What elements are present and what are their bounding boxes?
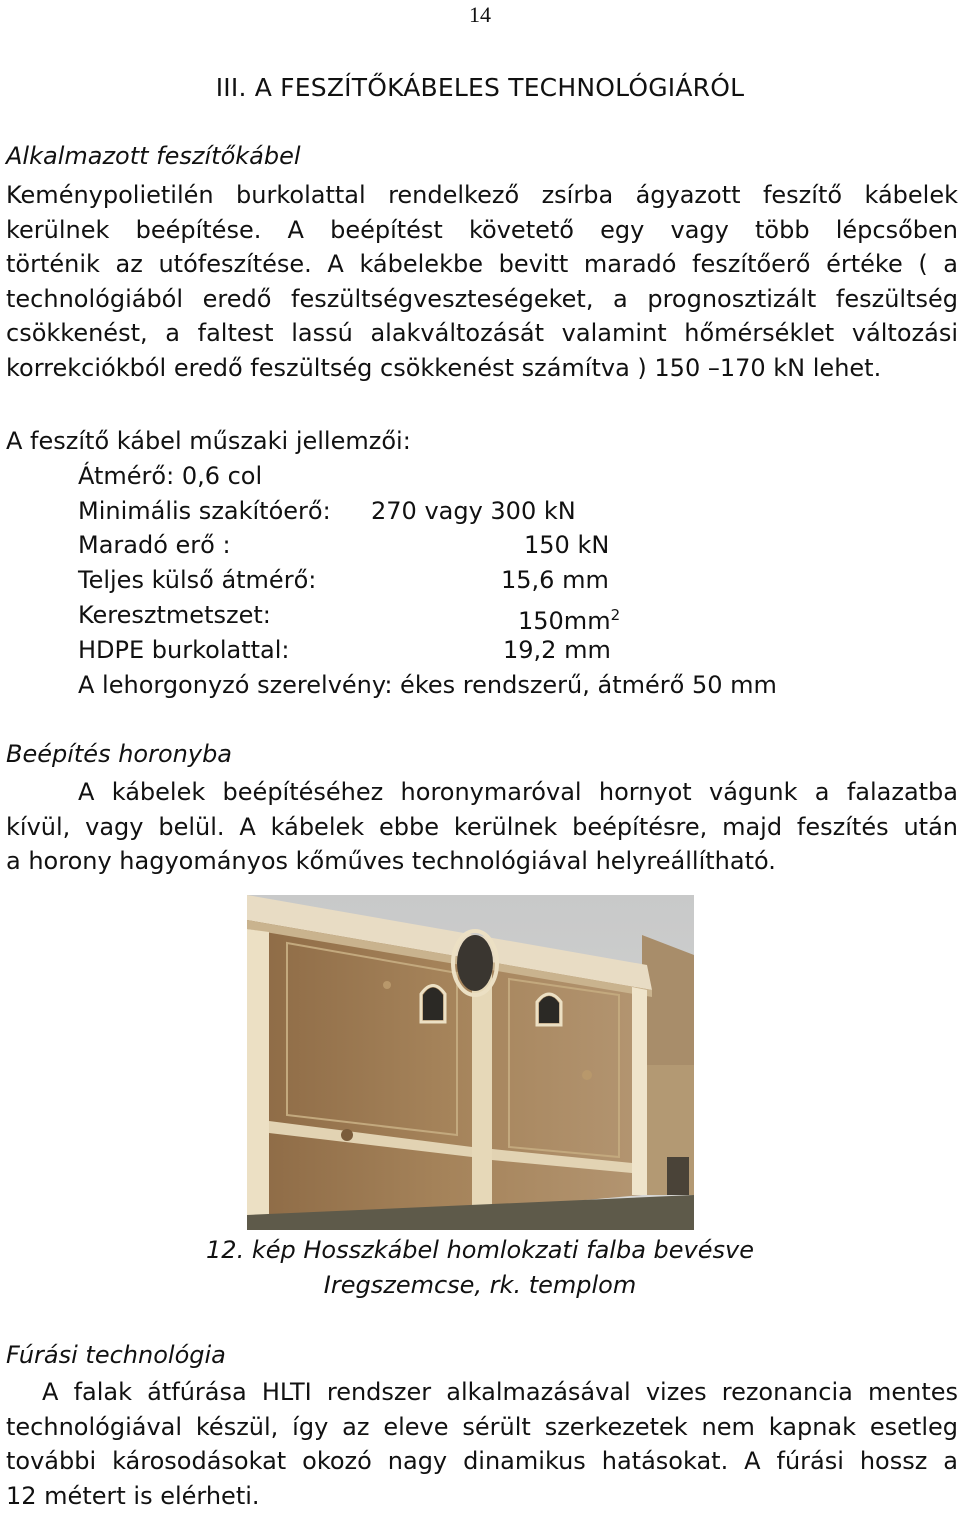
spec-label: HDPE burkolattal:: [78, 633, 290, 668]
text-line: további károsodásokat okozó nagy dinamikus hatásokat. A fúrási hossz a: [6, 1444, 958, 1479]
specs-block: [6, 424, 411, 702]
spec-label: Maradó erő :: [78, 528, 231, 563]
section-title-groove: Beépítés horonyba: [6, 740, 232, 768]
spec-value: 150mm: [518, 607, 611, 635]
spec-label: Teljes külső átmérő:: [78, 563, 316, 598]
spec-row: [6, 459, 411, 494]
text-line: technológiából eredő feszültségveszteségeket, a prognosztizált feszültség: [6, 282, 958, 317]
section-title-drilling: Fúrási technológia: [6, 1341, 226, 1369]
page-number: 14: [0, 2, 960, 28]
text-line: kerülnek beépítése. A beépítést követető egy vagy több lépcsőben: [6, 213, 958, 248]
spec-label: Keresztmetszet:: [78, 598, 271, 633]
paragraph-cable: [6, 178, 958, 385]
figure-caption-line1: 12. kép Hosszkábel homlokzati falba bevésve: [0, 1236, 960, 1264]
paragraph-drilling: [6, 1375, 958, 1513]
paragraph-groove: [6, 775, 958, 879]
specs-intro: [6, 424, 411, 459]
spec-value: 19,2 mm: [503, 633, 611, 668]
church-facade-illustration: [247, 895, 694, 1230]
spec-value: 150 kN: [524, 528, 609, 563]
text-line: a horony hagyományos kőműves technológiával helyreállítható.: [6, 844, 958, 879]
church-facade-photo: [247, 895, 694, 1230]
spec-row: [6, 633, 411, 668]
spec-label: Átmérő: 0,6 col: [78, 459, 262, 494]
spec-row: [6, 494, 411, 529]
chapter-title: III. A FESZÍTŐKÁBELES TECHNOLÓGIÁRÓL: [0, 73, 960, 102]
spec-row: [6, 563, 411, 598]
text-line: csökkenést, a faltest lassú alakváltozását valamint hőmérséklet változási: [6, 316, 958, 351]
text-line: technológiával készül, így az eleve sérült szerkezetek nem kapnak esetleg: [6, 1410, 958, 1445]
spec-value: 15,6 mm: [501, 563, 609, 598]
figure-caption-line2: Iregszemcse, rk. templom: [0, 1271, 960, 1299]
text-line: A falak átfúrása HLTI rendszer alkalmazásával vizes rezonancia mentes: [6, 1375, 958, 1410]
spec-row: [6, 668, 411, 703]
spec-label: A lehorgonyzó szerelvény: ékes rendszerű, átmérő 50 mm: [78, 668, 777, 703]
spec-row: [6, 528, 411, 563]
specs-intro-text: A feszítő kábel műszaki jellemzői:: [6, 427, 411, 455]
text-line: történik az utófeszítése. A kábelekbe bevitt maradó feszítőerő értéke ( a: [6, 247, 958, 282]
text-line: A kábelek beépítéséhez horonymaróval hornyot vágunk a falazatba: [6, 775, 958, 810]
text-line: Keménypolietilén burkolattal rendelkező zsírba ágyazott feszítő kábelek: [6, 178, 958, 213]
section-title-cable: Alkalmazott feszítőkábel: [6, 142, 301, 170]
spec-label: Minimális szakítóerő:: [78, 494, 331, 529]
text-line: kívül, vagy belül. A kábelek ebbe kerülnek beépítésre, majd feszítés után: [6, 810, 958, 845]
spec-row: [6, 598, 411, 633]
text-line: korrekciókból eredő feszültség csökkenést számítva ) 150 –170 kN lehet.: [6, 351, 958, 386]
spec-value: 270 vagy 300 kN: [371, 494, 576, 529]
spec-superscript: 2: [611, 606, 621, 624]
text-line: 12 métert is elérheti.: [6, 1479, 958, 1513]
